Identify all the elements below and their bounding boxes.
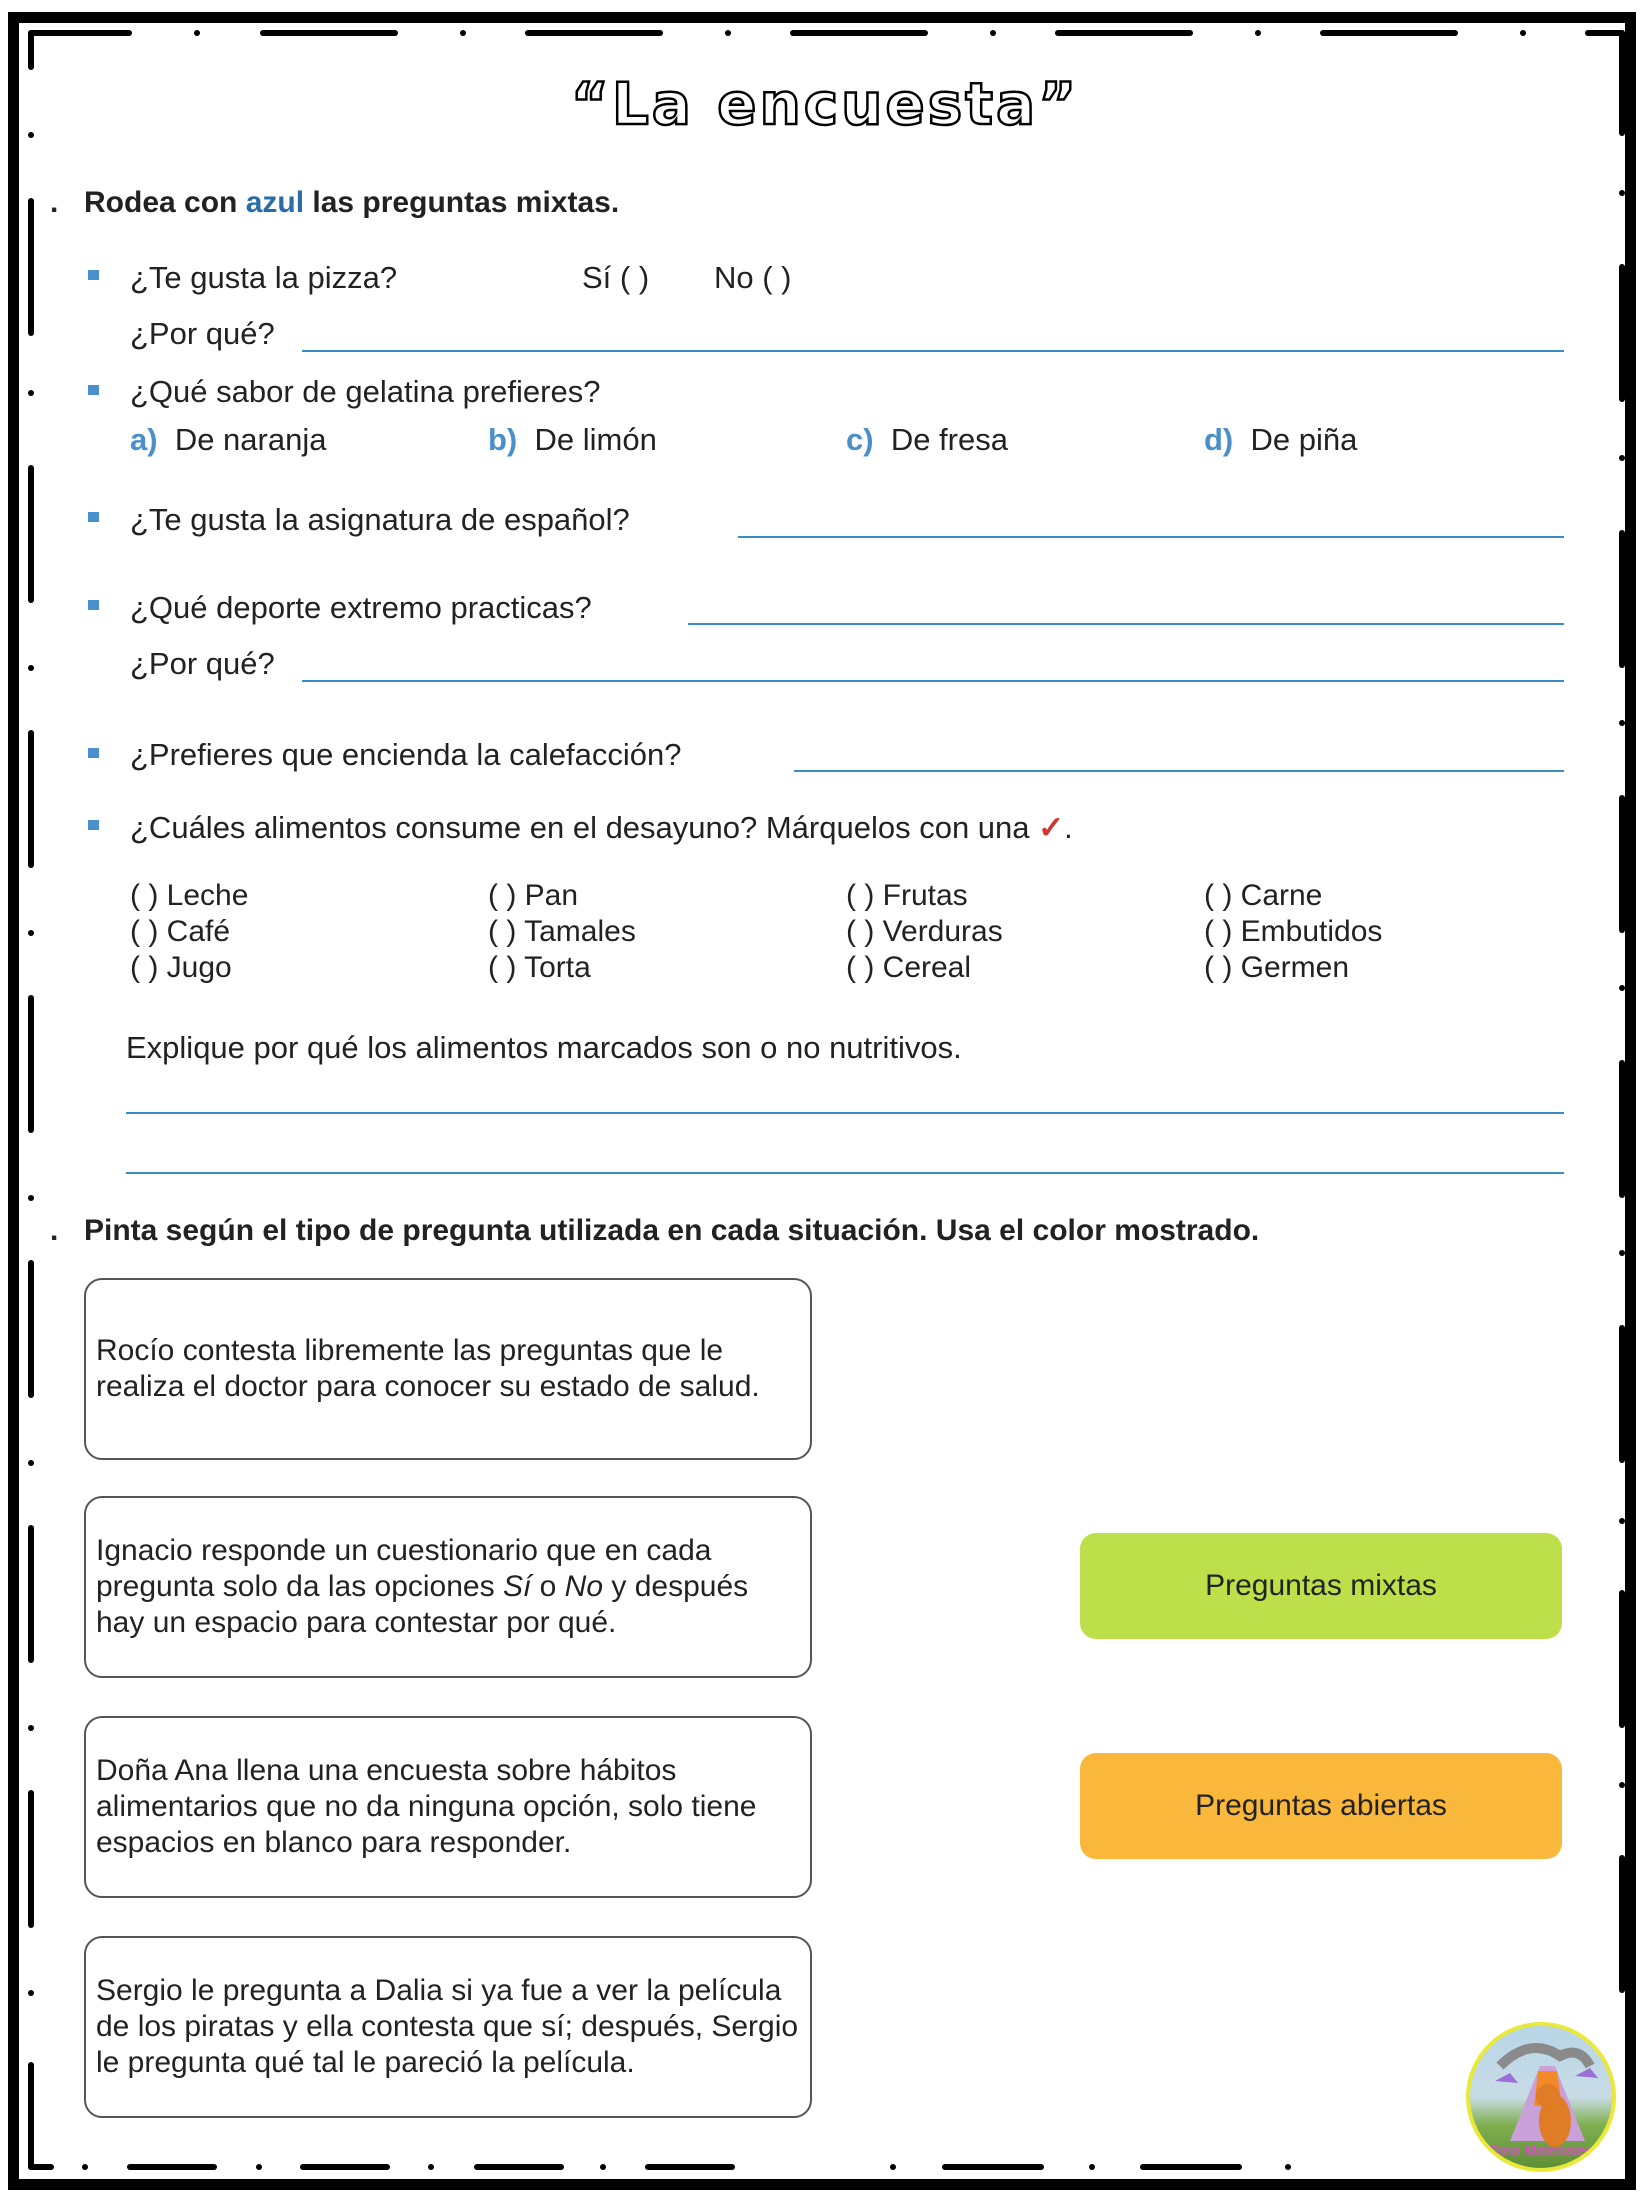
border-dash xyxy=(28,465,34,603)
border-dot xyxy=(428,2164,434,2170)
situation-card-3[interactable] xyxy=(84,1716,812,1898)
border-dash xyxy=(28,30,34,70)
legend-mixed-questions xyxy=(1080,1533,1562,1639)
border-dash xyxy=(1619,1855,1625,1993)
section2-instruction xyxy=(50,1214,1259,1248)
option-c[interactable] xyxy=(846,422,1008,458)
yes-option[interactable]: Sí ( ) xyxy=(582,260,650,295)
bullet-icon xyxy=(88,385,99,395)
followup-label: ¿Por qué? xyxy=(130,646,275,681)
border-dot xyxy=(1619,190,1625,196)
border-dot xyxy=(28,390,34,396)
border-dot xyxy=(28,1195,34,1201)
option-label: De fresa xyxy=(890,422,1008,457)
border-dot xyxy=(28,1460,34,1466)
border-dash xyxy=(127,2164,217,2170)
bullet-icon xyxy=(88,600,99,610)
option-label: De naranja xyxy=(174,422,327,457)
food-item-frutas[interactable]: ( ) Frutas xyxy=(846,879,968,912)
option-label: De limón xyxy=(534,422,657,457)
food-column-1 xyxy=(130,878,248,986)
border-dot xyxy=(1619,720,1625,726)
border-dash xyxy=(942,2164,1044,2170)
border-dot xyxy=(1089,2164,1095,2170)
border-dot xyxy=(460,30,466,36)
question-text: ¿Cuáles alimentos consume en el desayuno? Márquelos con una xyxy=(130,810,1030,845)
border-dot xyxy=(990,30,996,36)
check-mark-icon: ✓ xyxy=(1038,810,1065,845)
border-dash xyxy=(1619,1060,1625,1198)
bullet-icon xyxy=(88,270,99,280)
food-item-carne[interactable]: ( ) Carne xyxy=(1204,879,1323,912)
option-d[interactable] xyxy=(1204,422,1357,458)
border-dot xyxy=(1255,30,1261,36)
option-letter: d) xyxy=(1204,422,1234,457)
answer-line[interactable] xyxy=(302,680,1564,682)
option-label: De piña xyxy=(1250,422,1358,457)
border-dash xyxy=(645,2164,735,2170)
border-dot xyxy=(725,30,731,36)
border-dot xyxy=(1619,985,1625,991)
food-column-3 xyxy=(846,878,1003,986)
border-dash xyxy=(1619,264,1625,402)
answer-line[interactable] xyxy=(126,1112,1564,1114)
border-dot xyxy=(28,1725,34,1731)
food-item-torta[interactable]: ( ) Torta xyxy=(488,951,591,984)
border-dash xyxy=(1320,30,1458,36)
situation-text: Doña Ana llena una encuesta sobre hábitos alimentarios que no da ninguna opción, solo tiene espacios en blanco para responder. xyxy=(96,1754,757,1859)
option-letter: c) xyxy=(846,422,874,457)
answer-line[interactable] xyxy=(738,536,1564,538)
section-number: . xyxy=(50,186,59,219)
border-dash xyxy=(790,30,928,36)
food-column-4 xyxy=(1204,878,1382,986)
border-dash xyxy=(1619,795,1625,933)
section-number: . xyxy=(50,1214,59,1247)
border-dash xyxy=(28,1525,34,1663)
border-dot xyxy=(1619,1518,1625,1524)
border-dot xyxy=(1619,1250,1625,1256)
border-dash xyxy=(474,2164,564,2170)
option-b[interactable] xyxy=(488,422,657,458)
food-item-tamales[interactable]: ( ) Tamales xyxy=(488,915,636,948)
border-dash xyxy=(300,2164,390,2170)
border-dash xyxy=(28,995,34,1133)
bullet-icon xyxy=(88,748,99,758)
border-dash xyxy=(28,30,132,36)
situation-text: Rocío contesta libremente las preguntas que le realiza el doctor para conocer su estado de salud. xyxy=(96,1334,760,1403)
question-1[interactable]: ¿Te gusta la pizza? xyxy=(130,260,398,295)
option-letter: a) xyxy=(130,422,158,457)
bullet-icon xyxy=(88,512,99,522)
border-dot xyxy=(1619,1782,1625,1788)
explain-prompt: Explique por qué los alimentos marcados son o no nutritivos. xyxy=(126,1030,962,1065)
option-letter: b) xyxy=(488,422,518,457)
legend-open-questions xyxy=(1080,1753,1562,1859)
border-dot xyxy=(1619,455,1625,461)
bullet-icon xyxy=(88,820,99,830)
food-item-cereal[interactable]: ( ) Cereal xyxy=(846,951,972,984)
food-item-embutidos[interactable]: ( ) Embutidos xyxy=(1204,915,1383,948)
food-item-leche[interactable]: ( ) Leche xyxy=(130,879,249,912)
border-dot xyxy=(1285,2164,1291,2170)
border-dash xyxy=(1619,530,1625,668)
border-dot xyxy=(82,2164,88,2170)
section1-instruction xyxy=(50,186,619,220)
border-dash xyxy=(1140,2164,1242,2170)
border-dash xyxy=(260,30,398,36)
instruction-text: Rodea con xyxy=(84,186,246,219)
instruction-text: Pinta según el tipo de pregunta utilizada en cada situación. Usa el color mostrado. xyxy=(84,1214,1260,1247)
food-item-pan[interactable]: ( ) Pan xyxy=(488,879,579,912)
situation-text: Sergio le pregunta a Dalia si ya fue a ver la película de los piratas y ella contesta que sí; después, Sergio le pregunta qué tal le pareció la película. xyxy=(96,1974,799,2079)
answer-line[interactable] xyxy=(688,623,1564,625)
question-2[interactable]: ¿Qué sabor de gelatina prefieres? xyxy=(130,374,601,409)
border-dash xyxy=(28,730,34,868)
food-item-jugo[interactable]: ( ) Jugo xyxy=(130,951,232,984)
border-dash xyxy=(28,198,34,336)
border-dash xyxy=(1055,30,1193,36)
dino-materiales-logo xyxy=(1466,2022,1616,2172)
border-dash xyxy=(28,2164,54,2170)
border-dash xyxy=(1619,1325,1625,1463)
page-title: “La encuesta” xyxy=(570,70,1080,138)
border-dot xyxy=(28,1990,34,1996)
no-option[interactable]: No ( ) xyxy=(714,260,792,295)
instruction-highlight: azul xyxy=(245,186,305,219)
border-dot xyxy=(194,30,200,36)
border-dot xyxy=(28,930,34,936)
punctuation: . xyxy=(1064,810,1073,845)
question-4[interactable]: ¿Qué deporte extremo practicas? xyxy=(130,590,592,625)
food-item-cafe[interactable]: ( ) Café xyxy=(130,915,231,948)
situation-card-4[interactable] xyxy=(84,1936,812,2118)
border-dash xyxy=(1619,1590,1625,1728)
answer-line[interactable] xyxy=(126,1172,1564,1174)
border-dash xyxy=(28,1260,34,1398)
logo-text: Dino Materiales xyxy=(1489,2142,1593,2158)
food-item-germen[interactable]: ( ) Germen xyxy=(1204,951,1350,984)
border-dot xyxy=(890,2164,896,2170)
question-5[interactable]: ¿Prefieres que encienda la calefacción? xyxy=(130,737,682,772)
food-column-2 xyxy=(488,878,636,986)
border-dot xyxy=(1520,30,1526,36)
legend-label: Preguntas abiertas xyxy=(1195,1789,1447,1822)
answer-line[interactable] xyxy=(794,770,1564,772)
food-item-verduras[interactable]: ( ) Verduras xyxy=(846,915,1003,948)
situation-card-1[interactable] xyxy=(84,1278,812,1460)
question-6[interactable] xyxy=(130,810,1073,846)
option-a[interactable] xyxy=(130,422,326,458)
border-dash xyxy=(525,30,663,36)
situation-card-2[interactable] xyxy=(84,1496,812,1678)
followup-label: ¿Por qué? xyxy=(130,316,275,351)
border-dot xyxy=(256,2164,262,2170)
answer-line[interactable] xyxy=(302,350,1564,352)
legend-label: Preguntas mixtas xyxy=(1205,1569,1437,1602)
border-dot xyxy=(600,2164,606,2170)
question-3[interactable]: ¿Te gusta la asignatura de español? xyxy=(130,502,630,537)
border-dash xyxy=(28,2062,34,2170)
instruction-text: las preguntas mixtas. xyxy=(304,186,620,219)
border-dash xyxy=(28,1790,34,1928)
border-dot xyxy=(28,665,34,671)
situation-text: Ignacio responde un cuestionario que en cada pregunta solo da las opciones Sí o No y después hay un espacio para contestar por qué. xyxy=(96,1534,749,1639)
